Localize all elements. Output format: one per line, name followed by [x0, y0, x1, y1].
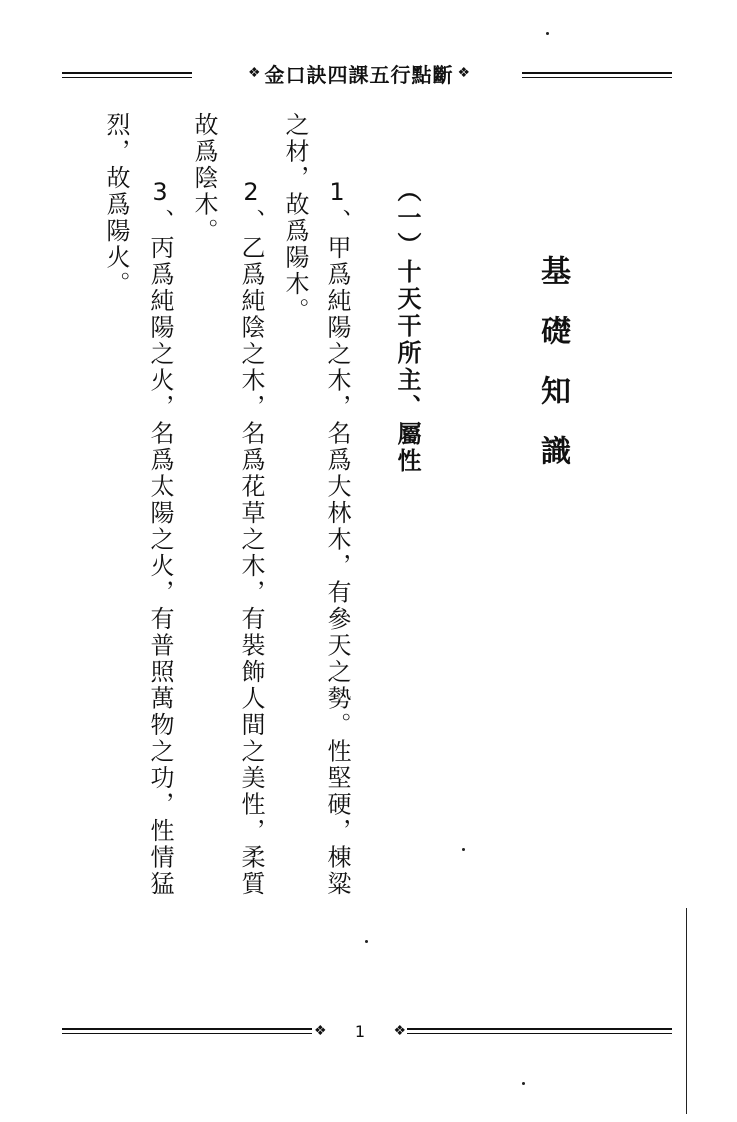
paragraph-1-line-2: 之材，故爲陽木。 — [281, 112, 309, 324]
scan-edge-line — [686, 908, 687, 1114]
paragraph-1-line-1: 1、甲爲純陽之木，名爲大林木，有參天之勢。性堅硬，棟粱 — [323, 178, 351, 898]
footer-rule-left — [62, 1028, 312, 1034]
footer-ornament-left-icon: ❖ — [314, 1023, 327, 1039]
running-header — [62, 60, 672, 86]
header-rule-left — [62, 72, 192, 78]
header-rule-right — [522, 72, 672, 78]
footer-center — [314, 1018, 406, 1044]
scan-speck — [546, 32, 549, 35]
chapter-heading: 基礎知識 — [535, 255, 570, 495]
paragraph-3-line-1: 3、丙爲純陽之火，名爲太陽之火，有普照萬物之功，性情猛 — [146, 178, 174, 898]
scan-speck — [522, 1082, 525, 1085]
page-number: 1 — [354, 1021, 366, 1041]
scan-speck — [462, 848, 465, 851]
paragraph-2-line-2: 故爲陰木。 — [190, 112, 218, 245]
header-ornament-left-icon: ❖ — [247, 65, 261, 81]
footer-ornament-right-icon: ❖ — [393, 1023, 406, 1039]
scan-speck — [365, 940, 368, 943]
paragraph-3-line-2: 烈，故爲陽火。 — [102, 112, 130, 298]
header-ornament-right-icon: ❖ — [457, 65, 471, 81]
page-footer — [62, 1018, 672, 1044]
paragraph-2-line-1: 2、乙爲純陰之木，名爲花草之木，有裝飾人間之美性，柔質 — [237, 178, 265, 898]
section-title: （一）十天干所主、屬性 — [393, 178, 421, 475]
running-header-title: 金口訣四課五行點斷 — [264, 62, 454, 87]
footer-rule-right — [407, 1028, 672, 1034]
header-title-group — [194, 60, 524, 86]
